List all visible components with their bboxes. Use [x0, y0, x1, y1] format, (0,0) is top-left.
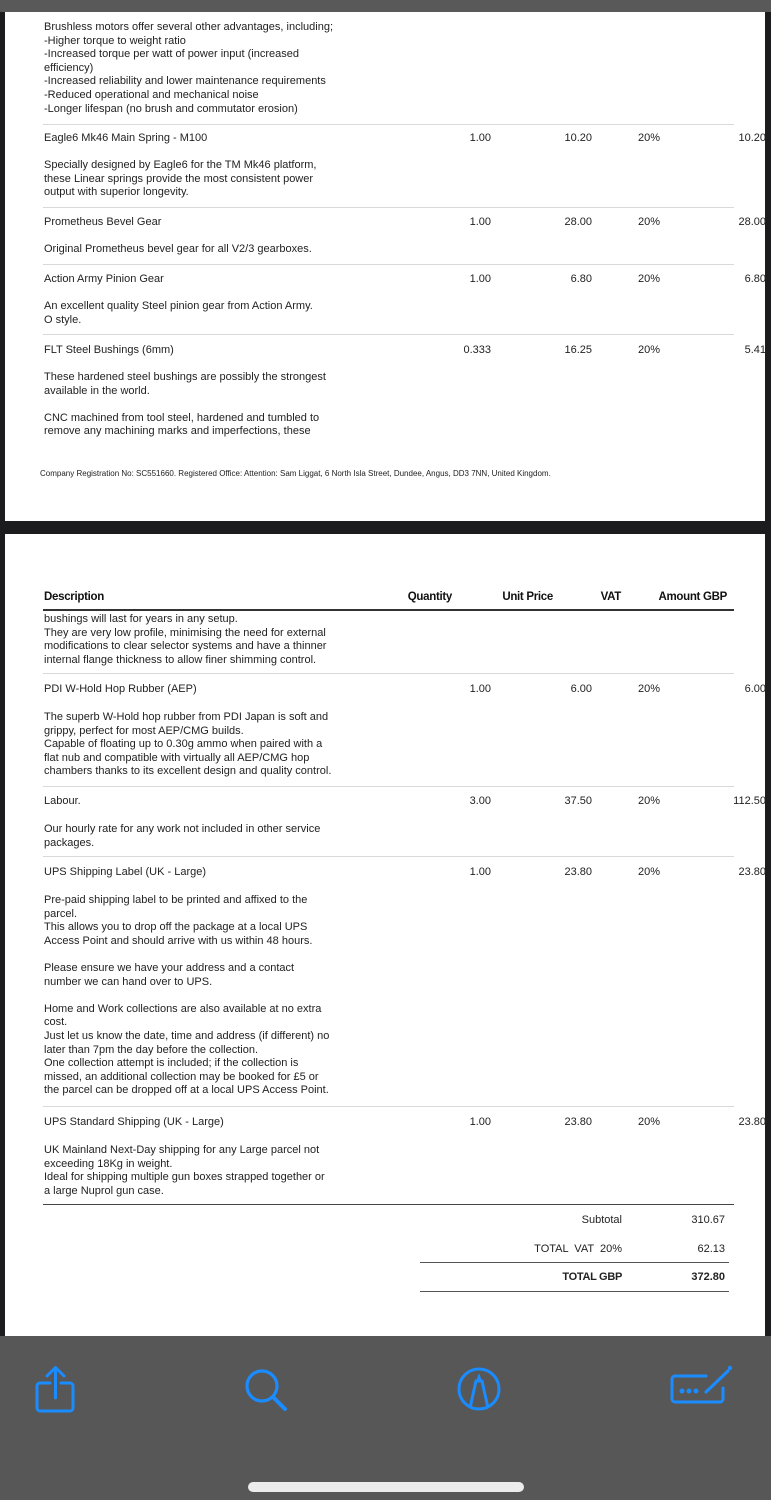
- item-quantity: 1.00: [469, 273, 491, 285]
- item-amount: 6.00: [744, 683, 766, 695]
- item-name: PDI W-Hold Hop Rubber (AEP): [44, 683, 197, 695]
- item-unit-price: 6.80: [570, 273, 592, 285]
- company-registration-footer: Company Registration No: SC551660. Registered Office: Attention: Sam Liggat, 6 North Isla Street, Dundee, Angus, DD3 7NN, United Kingdom.: [40, 469, 551, 478]
- item-name: Prometheus Bevel Gear: [44, 216, 162, 228]
- row-divider: [43, 124, 734, 125]
- home-indicator[interactable]: [248, 1482, 524, 1492]
- table-row: [44, 273, 766, 333]
- item-amount: 10.20: [738, 132, 766, 144]
- table-row: [44, 132, 766, 212]
- item-amount: 28.00: [738, 216, 766, 228]
- item-quantity: 3.00: [469, 795, 491, 807]
- item-vat: 20%: [637, 683, 660, 695]
- item-vat: 20%: [637, 795, 660, 807]
- item-unit-price: 37.50: [564, 795, 592, 807]
- table-row: [44, 344, 766, 444]
- item-quantity: 1.00: [469, 132, 491, 144]
- invoice-page-2: [5, 534, 765, 1336]
- item-unit-price: 28.00: [564, 216, 592, 228]
- row-divider: [43, 334, 734, 335]
- item-unit-price: 6.00: [570, 683, 592, 695]
- totals-divider: [420, 1262, 729, 1263]
- search-icon[interactable]: [240, 1364, 292, 1416]
- item-amount: 23.80: [738, 866, 766, 878]
- item-quantity: 1.00: [469, 1116, 491, 1128]
- header-description: Description: [44, 591, 104, 603]
- item-name: FLT Steel Bushings (6mm): [44, 344, 174, 356]
- continued-description: bushings will last for years in any setup. They are very low profile, minimising the need for external modifications to clear selector systems and have a thinner internal flange thickness to allow finer shimming control.: [44, 613, 327, 666]
- table-row: [44, 683, 766, 783]
- status-bar-area: [0, 0, 771, 12]
- item-description: Specially designed by Eagle6 for the TM Mk46 platform, these Linear springs provide the most consistent power output with superior longevity.: [44, 159, 317, 199]
- invoice-page-1: [5, 12, 765, 521]
- item-description: Our hourly rate for any work not included in other service packages.: [44, 823, 321, 849]
- item-amount: 112.50: [733, 795, 766, 807]
- row-divider: [43, 786, 734, 787]
- row-divider: [43, 207, 734, 208]
- row-divider: [43, 856, 734, 857]
- total-gbp-value: 372.80: [691, 1271, 725, 1283]
- fill-sign-icon[interactable]: [668, 1364, 738, 1416]
- row-divider: [43, 264, 734, 265]
- totals-bottom-divider: [420, 1291, 729, 1292]
- item-description: UK Mainland Next-Day shipping for any Large parcel not exceeding 18Kg in weight. Ideal for shipping multiple gun boxes strapped together or a large Nuprol gun case.: [44, 1144, 325, 1197]
- item-vat: 20%: [637, 273, 660, 285]
- item-quantity: 0.333: [463, 344, 491, 356]
- item-description: Original Prometheus bevel gear for all V2/3 gearboxes.: [44, 243, 312, 255]
- header-vat: VAT: [600, 591, 621, 603]
- intro-text: Brushless motors offer several other advantages, including; -Higher torque to weight ratio -Increased torque per watt of power input (increased efficiency) -Increased reliability and lower maintenance requirements -Reduced operational and mechanical noise -Longer lifespan (no brush and commutator erosion): [44, 21, 334, 115]
- row-divider: [43, 1106, 734, 1107]
- item-quantity: 1.00: [469, 216, 491, 228]
- item-name: Eagle6 Mk46 Main Spring - M100: [44, 132, 208, 144]
- item-description: An excellent quality Steel pinion gear from Action Army. O style.: [44, 300, 313, 326]
- markup-icon[interactable]: [455, 1364, 507, 1416]
- item-description: Pre-paid shipping label to be printed and affixed to the parcel. This allows you to drop off the package at a local UPS Access Point and should arrive with us within 48 hours. Please ensure we have your address and a contact number we can hand over to UPS. Home and Work collections are also available at no extra cost. Just let us know the date, time and address (if different) no later than 7pm the day before the collection. One collection attempt is included; if the collection is missed, an additional collection may be booked for £5 or the parcel can be dropped off at a local UPS Access Point.: [44, 894, 330, 1097]
- header-unit-price: Unit Price: [502, 591, 553, 603]
- header-divider: [43, 609, 734, 611]
- table-row: [44, 216, 766, 261]
- item-unit-price: 16.25: [564, 344, 592, 356]
- header-amount: Amount GBP: [658, 591, 727, 603]
- total-vat-value: 62.13: [697, 1243, 725, 1255]
- item-vat: 20%: [637, 132, 660, 144]
- share-icon[interactable]: [30, 1364, 82, 1416]
- subtotal-label: Subtotal: [581, 1214, 622, 1226]
- table-row: [44, 866, 766, 1106]
- table-row: [44, 795, 766, 855]
- bottom-toolbar: [0, 1336, 771, 1500]
- item-description: These hardened steel bushings are possibly the strongest available in the world. CNC machined from tool steel, hardened and tumbled to remove any machining marks and imperfections, these: [44, 371, 326, 438]
- item-name: UPS Standard Shipping (UK - Large): [44, 1116, 224, 1128]
- total-vat-label: TOTAL VAT 20%: [534, 1243, 622, 1255]
- table-row: [44, 1116, 766, 1197]
- item-unit-price: 10.20: [564, 132, 592, 144]
- item-quantity: 1.00: [469, 866, 491, 878]
- item-amount: 6.80: [744, 273, 766, 285]
- row-divider: [43, 673, 734, 674]
- item-vat: 20%: [637, 1116, 660, 1128]
- item-name: Action Army Pinion Gear: [44, 273, 164, 285]
- item-vat: 20%: [637, 216, 660, 228]
- item-unit-price: 23.80: [564, 866, 592, 878]
- item-vat: 20%: [637, 866, 660, 878]
- item-description: The superb W-Hold hop rubber from PDI Japan is soft and grippy, perfect for most AEP/CMG builds. Capable of floating up to 0.30g ammo when paired with a flat nub and compatible with virtually all AEP/CMG hop chambers thanks to its excellent design and quality control.: [44, 711, 332, 778]
- table-end-divider: [43, 1204, 734, 1205]
- item-amount: 23.80: [738, 1116, 766, 1128]
- item-name: UPS Shipping Label (UK - Large): [44, 866, 207, 878]
- total-gbp-label: TOTAL GBP: [562, 1271, 622, 1283]
- item-vat: 20%: [637, 344, 660, 356]
- item-amount: 5.41: [744, 344, 766, 356]
- item-quantity: 1.00: [469, 683, 491, 695]
- item-name: Labour.: [44, 795, 81, 807]
- subtotal-value: 310.67: [691, 1214, 725, 1226]
- item-unit-price: 23.80: [564, 1116, 592, 1128]
- header-quantity: Quantity: [407, 591, 452, 603]
